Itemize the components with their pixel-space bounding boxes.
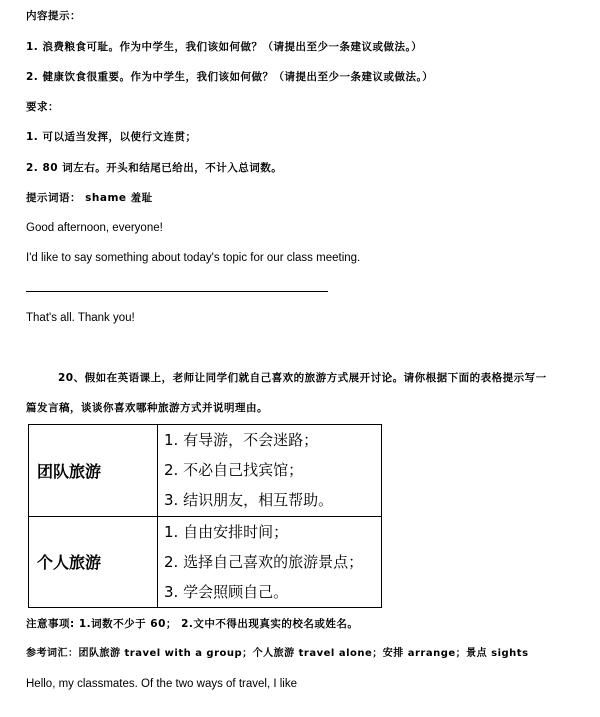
notes: 注意事项: 1.词数不少于 60； 2.文中不得出现真实的校名或姓名。 (26, 618, 359, 630)
table-row (29, 425, 382, 517)
requirement-1: 1. 可以适当发挥，以使行文连贯； (26, 131, 197, 143)
question-20-prompt-line2: 篇发言稿，谈谈你喜欢哪种旅游方式并说明理由。 (26, 402, 268, 414)
closing-sentence: That's all. Thank you! (26, 312, 135, 324)
list-item: 2. 选择自己喜欢的旅游景点； (164, 552, 364, 571)
list-item: 1. 自由安排时间； (164, 522, 289, 541)
individual-travel-points (158, 516, 382, 608)
travel-type-individual: 个人旅游 (29, 516, 158, 608)
requirements-title: 要求： (26, 101, 59, 113)
table-row (29, 516, 382, 608)
requirement-2: 2. 80 词左右。开头和结尾已给出，不计入总词数。 (26, 162, 283, 174)
hint-1: 1. 浪费粮食可耻。作为中学生，我们该如何做？（请提出至少一条建议或做法。） (26, 41, 423, 53)
hint-2: 2. 健康饮食很重要。作为中学生，我们该如何做？（请提出至少一条建议或做法。） (26, 71, 434, 83)
reference-vocab: 参考词汇：团队旅游 travel with a group；个人旅游 travel alone；安排 arrange；景点 sights (26, 648, 529, 659)
question-20-prompt-line1: 20、假如在英语课上，老师让同学们就自己喜欢的旅游方式展开讨论。请你根据下面的表格提示写一 (58, 372, 547, 384)
writing-blank-line (26, 291, 328, 292)
group-travel-points (158, 425, 382, 517)
opening-greeting: Good afternoon, everyone! (26, 222, 163, 234)
list-item: 3. 结识朋友，相互帮助。 (164, 491, 334, 510)
travel-comparison-table (28, 424, 382, 608)
list-item: 1. 有导游，不会迷路； (164, 431, 319, 450)
opening-sentence: I'd like to say something about today's topic for our class meeting. (26, 252, 361, 264)
content-hint-title: 内容提示： (26, 10, 81, 22)
list-item: 3. 学会照顾自己。 (164, 582, 289, 601)
essay-opening: Hello, my classmates. Of the two ways of travel, I like (26, 678, 297, 690)
vocab-hint: 提示词语： shame 羞耻 (26, 192, 153, 204)
travel-type-group: 团队旅游 (29, 425, 158, 517)
list-item: 2. 不必自己找宾馆； (164, 461, 304, 480)
